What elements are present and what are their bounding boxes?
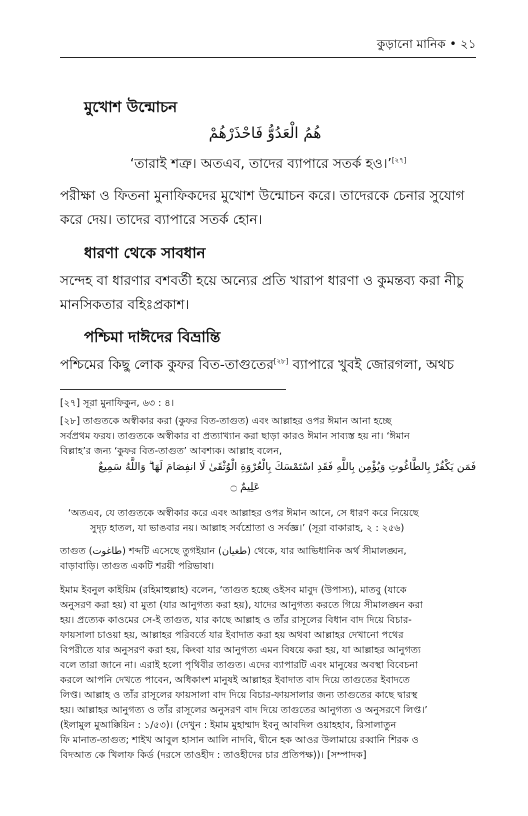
- arabic-quote: هُمُ الْعَدُوُّ فَاحْذَرْهُمْ: [208, 124, 322, 142]
- ibn-qayyim-line: লিপ্ত। আল্লাহ ও তাঁর রাসূলের ফায়সালা বাদ দিয়ে বিচার-ফায়সালার জন্য তাগুতের কাছে দ্বারস্থ: [60, 690, 418, 701]
- ibn-qayyim-line: ফি মানাত-তাগুত; শাইখ আবুল হাসান আলি নাদবি, দ্বীনে হক আওর উলামায়ে রব্বানি শিরক ও: [60, 735, 419, 746]
- footnote-28-line: [২৮] তাগুতকে অস্বীকার করা (কুফর বিত-তাগুত) এবং আল্লাহর ওপর ঈমান আনা হচ্ছে: [60, 416, 392, 427]
- footnote-28-line: বিল্লাহ’র জন্য ‘কুফর বিত-তাগুত’ আবশ্যক। আল্লাহ বলেন,: [60, 446, 283, 457]
- paragraph-line: পশ্চিমের কিছু লোক কুফর বিত-তাগুতের[২৮] ব্যাপারে খুবই জোরগলা, অথচ: [60, 357, 454, 373]
- ibn-qayyim-line: ইমাম ইবনুল কাইয়িম (রহিমাহুল্লাহ) বলেন, ‘তাগুত হচ্ছে ওইসব মাবুদ (উপাস্য), মাতবু (যাকে: [60, 585, 407, 596]
- ibn-qayyim-line: (ইলামুল মুআক্কিয়িন : ১/৫৩)। (দেখুন : ইমাম মুহাম্মাদ ইবনু আবদিল ওয়াহহাব, রিসালাতুন: [60, 720, 397, 731]
- verse-translation-line: সুদৃঢ় হাতল, যা ভাঙবার নয়। আল্লাহ সর্বশ্রোতা ও সর্বজ্ঞ।’ (সূরা বাকারাহ, ২ : ২৫৬): [90, 523, 405, 534]
- ibn-qayyim-line: হয়। প্রত্যেক কাওমের সে-ই তাগুত, যার কাছে আল্লাহ ও তাঁর রাসূলের বিধান বাদ দিয়ে বিচার-: [60, 615, 412, 626]
- section-heading-western-daees: পশ্চিমা দাঈদের বিভ্রান্তি: [84, 328, 221, 346]
- paragraph-line: করে দেয়। তাদের ব্যাপারে সতর্ক হোন।: [60, 212, 263, 228]
- paragraph-line: সন্দেহ বা ধারণার বশবর্তী হয়ে অন্যের প্রতি খারাপ ধারণা ও কুমন্তব্য করা নীচু: [60, 273, 464, 289]
- ibn-qayyim-line: বিদআত কে খিলাফ কির্ড (দরসে তাওহীদ : তাওহীদের চার প্রতিপক্ষ))। [সম্পাদক]: [60, 750, 367, 761]
- quran-verse-line-1: فَمَن يَكْفُرْ بِالطَّاغُوتِ وَيُؤْمِن بِاللَّهِ فَقَدِ اسْتَمْسَكَ بِالْعُرْوَةِ الْوُثْقَىٰ لَا انفِصَامَ لَهَا ۗ وَاللَّهُ سَمِيعٌ: [98, 461, 476, 473]
- quran-verse-line-2: عَلِيمٌ ۝: [230, 481, 260, 493]
- ibn-qayyim-line: অনুসরণ করা হয়) বা মুতা (যার আনুগত্য করা হয়), যাদের আনুগত্য করতে গিয়ে সীমালঙ্ঘন করা: [60, 600, 423, 611]
- section-heading-unmasking: মুখোশ উন্মোচন: [84, 98, 178, 116]
- ibn-qayyim-line: ফায়সালা চাওয়া হয়, আল্লাহর পরিবর্তে যার ইবাদাত করা হয় অথবা আল্লাহর দেখানো পথের: [60, 630, 404, 641]
- section-heading-suspicion: ধারণা থেকে সাবধান: [84, 244, 206, 262]
- quote-text: ‘তারাই শত্রু। অতএব, তাদের ব্যাপারে সতর্ক হও।’: [130, 156, 392, 172]
- footnote-28-line: সর্বপ্রথম ফরয। তাগুতকে অস্বীকার বা প্রত্যাখ্যান করা ছাড়া কারও ঈমান সাব্যস্ত হয় না। ‘ঈমান: [60, 431, 410, 442]
- verse-translation-line: ‘অতএব, যে তাগুতকে অস্বীকার করে এবং আল্লাহর ওপর ঈমান আনে, সে ধারণ করে নিয়েছে: [68, 508, 419, 519]
- quote-translation: [130, 153, 406, 176]
- ibn-qayyim-line: করলে আপনি দেখতে পাবেন, অধিকাংশ মানুষই আল্লাহর ইবাদাত বাদ দিয়ে তাগুতের ইবাদতে: [60, 675, 410, 686]
- taghut-definition-line: তাগুত (طاغوت) শব্দটি এসেছে তুগইয়ান (طغيان) থেকে, যার আভিধানিক অর্থ সীমালঙ্ঘন,: [60, 546, 407, 557]
- footnote-ref-28: [২৮]: [273, 357, 289, 366]
- paragraph-line: মানসিকতার বহিঃপ্রকাশ।: [60, 297, 190, 313]
- footnote-27: [২৭] সূরা মুনাফিকুন, ৬৩ : ৪।: [60, 398, 175, 409]
- header-divider: [60, 57, 476, 58]
- taghut-definition-line: বাড়াবাড়ি। তাগুত একটি শরয়ী পরিভাষা।: [60, 561, 215, 572]
- ibn-qayyim-line: বলে তারা জানে না। এরাই হলো পৃথিবীর তাগুত। এদের ব্যাপারটি এবং মানুষের অবস্থা বিবেচনা: [60, 660, 418, 671]
- ibn-qayyim-line: হয়। আল্লাহর আনুগত্য ও তাঁর রাসূলের অনুসরণ বাদ দিয়ে তাগুতের আনুগত্য ও অনুসরণে লিপ্ত।’: [60, 705, 428, 716]
- footnote-ref-27: [২৭]: [391, 156, 407, 165]
- paragraph-line: পরীক্ষা ও ফিতনা মুনাফিকদের মুখোশ উন্মোচন করে। তাদেরকে চেনার সুযোগ: [60, 188, 465, 204]
- ibn-qayyim-line: বিপরীতে যার অনুসরণ করা হয়, কিংবা যার আনুগত্য এমন বিষয়ে করা হয়, যা আল্লাহর আনুগত্য: [60, 645, 421, 656]
- footnote-divider: [60, 389, 286, 390]
- running-header: কুড়ানো মানিক • ২১: [376, 37, 476, 51]
